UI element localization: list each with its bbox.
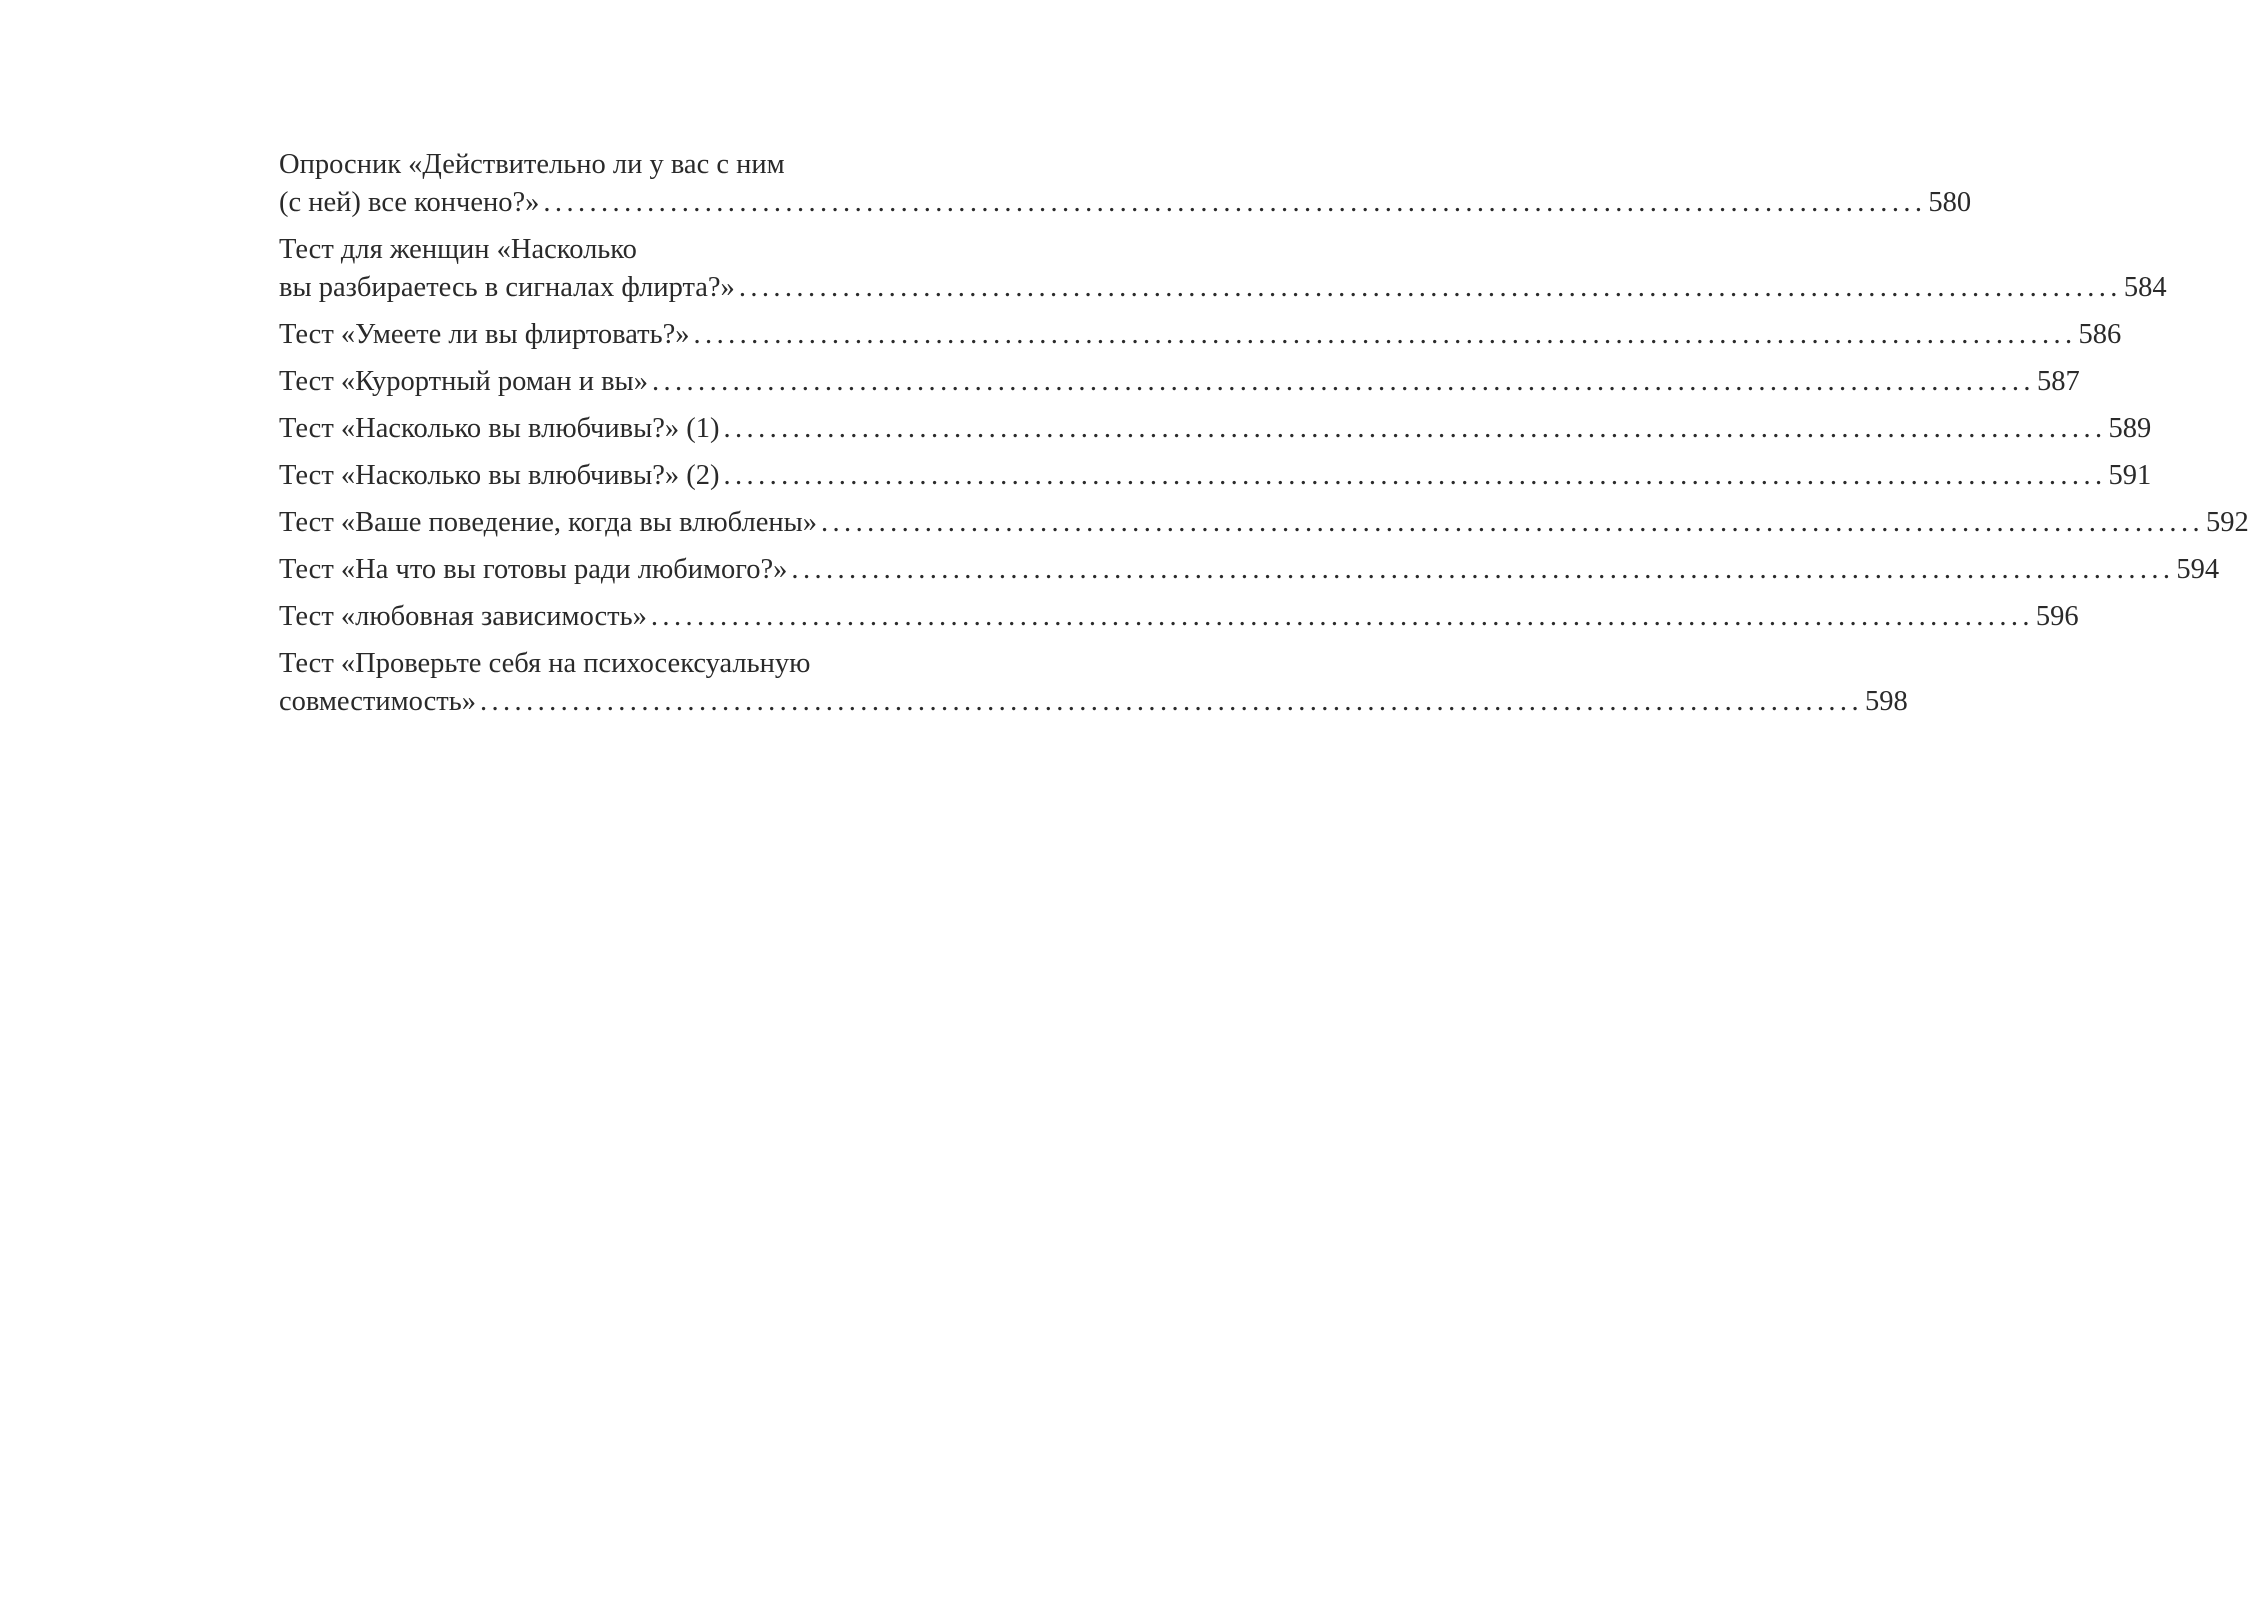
toc-entry[interactable] <box>279 598 2079 636</box>
toc-entry-title-line: Тест «Курортный роман и вы» <box>279 366 648 397</box>
toc-entry-title-line: Тест для женщин «Насколько <box>279 234 637 265</box>
toc-entry-title-line: Тест «Проверьте себя на психосексуальную <box>279 648 811 679</box>
toc-entry[interactable] <box>279 146 1972 222</box>
dot-leader: ........................................................................................................................ <box>650 601 2034 632</box>
toc-entry-title-line: (с ней) все кончено?» <box>279 187 540 218</box>
toc-entry-page-number: 596 <box>2035 601 2079 632</box>
toc-entry[interactable] <box>279 457 2152 495</box>
toc-entry-title-line: совместимость» <box>279 686 476 717</box>
toc-entry[interactable] <box>279 231 2167 307</box>
toc-entry-title-line: Тест «любовная зависимость» <box>279 601 647 632</box>
toc-entry-page-number: 591 <box>2108 460 2152 491</box>
toc-entry-page-number: 586 <box>2078 319 2122 350</box>
dot-leader: ........................................................................................................................ <box>693 319 2077 350</box>
toc-entry[interactable] <box>279 316 2122 354</box>
toc-entry-page-number: 584 <box>2123 272 2167 303</box>
table-of-contents <box>279 146 2249 730</box>
dot-leader: ........................................................................................................................ <box>479 686 1863 717</box>
toc-entry-page-number: 580 <box>1928 187 1972 218</box>
toc-entry-page-number: 594 <box>2176 554 2220 585</box>
toc-entry-title-line: Тест «На что вы готовы ради любимого?» <box>279 554 788 585</box>
toc-entry-title-line: Тест «Ваше поведение, когда вы влюблены» <box>279 507 817 538</box>
toc-entry[interactable] <box>279 551 2220 589</box>
toc-entry-title-line: Опросник «Действительно ли у вас с ним <box>279 149 785 180</box>
toc-entry-title-line: вы разбираетесь в сигналах флирта?» <box>279 272 735 303</box>
dot-leader: ........................................................................................................................ <box>723 413 2107 444</box>
toc-entry-page-number: 598 <box>1864 686 1908 717</box>
toc-entry-page-number: 589 <box>2108 413 2152 444</box>
toc-entry[interactable] <box>279 363 2080 401</box>
toc-entry-title-line: Тест «Насколько вы влюбчивы?» (2) <box>279 460 720 491</box>
dot-leader: ........................................................................................................................ <box>791 554 2175 585</box>
toc-entry[interactable] <box>279 410 2152 448</box>
toc-entry-title-line: Тест «Умеете ли вы флиртовать?» <box>279 319 690 350</box>
toc-entry-title-line: Тест «Насколько вы влюбчивы?» (1) <box>279 413 720 444</box>
dot-leader: ........................................................................................................................ <box>723 460 2107 491</box>
toc-entry[interactable] <box>279 504 2249 542</box>
dot-leader: ........................................................................................................................ <box>543 187 1927 218</box>
dot-leader: ........................................................................................................................ <box>738 272 2122 303</box>
dot-leader: ........................................................................................................................ <box>821 507 2204 538</box>
toc-entry-page-number: 592 <box>2206 507 2249 538</box>
toc-entry-page-number: 587 <box>2036 366 2080 397</box>
dot-leader: ........................................................................................................................ <box>651 366 2035 397</box>
toc-entry[interactable] <box>279 645 1908 721</box>
